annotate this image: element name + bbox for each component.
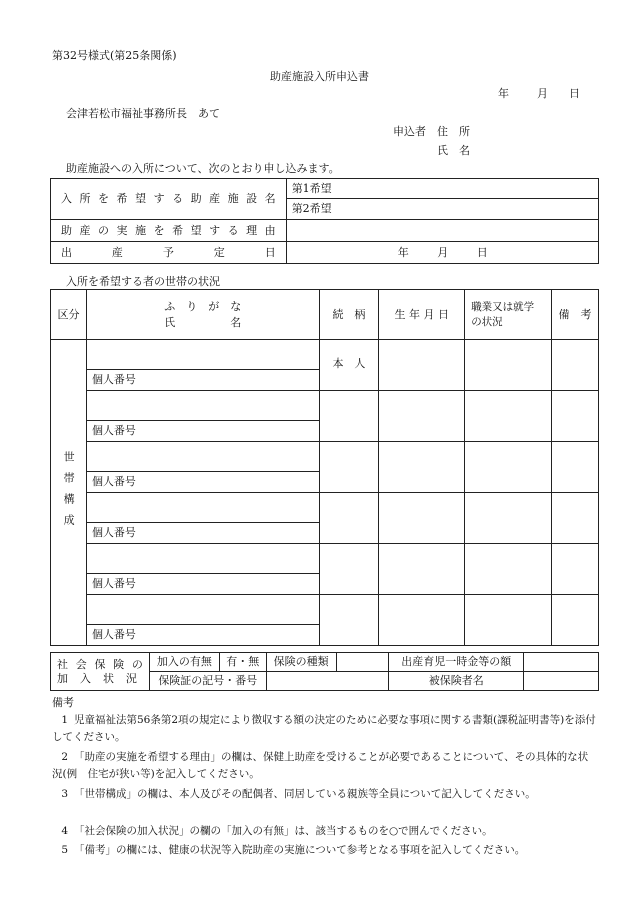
member-individual-number-field[interactable] [86, 421, 319, 442]
member-birth-field[interactable] [379, 493, 465, 544]
member-relation-field[interactable] [319, 442, 379, 493]
member-name-field[interactable] [86, 544, 319, 574]
due-label: 出 産 予 定 日 [61, 245, 276, 259]
col-job-header [465, 290, 552, 340]
facility-label: 入 所 を 希 望 す る 助 産 施 設 名 [61, 192, 276, 206]
applicant-address-label: 住 所 [437, 125, 470, 138]
choice1-label: 第1希望 [291, 181, 332, 195]
page-title: 助産施設入所申込書 [270, 70, 369, 83]
notes-heading: 備考 [52, 696, 74, 709]
member-job-field[interactable] [465, 595, 552, 646]
member-name-field[interactable] [86, 442, 319, 472]
date-year-label: 年 [498, 87, 509, 100]
individual-number-label: 個人番号 [91, 577, 136, 591]
member-notes-field[interactable] [552, 340, 599, 391]
member-name-field[interactable] [86, 493, 319, 523]
reason-label-cell [51, 220, 287, 242]
section-household [51, 340, 87, 646]
enrolled-label: 加入の有無 [149, 653, 219, 672]
member-individual-number-field[interactable] [86, 523, 319, 544]
member-individual-number-field[interactable] [86, 625, 319, 646]
form-number: 第32号様式(第25条関係) [52, 49, 177, 62]
member-relation-field[interactable] [319, 493, 379, 544]
member-notes-field[interactable] [552, 391, 599, 442]
member-name-field[interactable] [86, 391, 319, 421]
insured-name-field[interactable] [524, 672, 599, 691]
applicant-name-label: 氏 名 [437, 144, 470, 157]
insured-name-label: 被保険者名 [389, 672, 524, 691]
note-2: 2 「助産の実施を希望する理由」の欄は、保健上助産を受けることが必要であることについて、その具体的な状況(例 住宅が狭い等)を記入してください。 [52, 751, 589, 780]
facility-choice1-field[interactable] [286, 179, 598, 199]
col-name-header [86, 290, 319, 340]
relation-self: 本 人 [332, 357, 366, 370]
applicant-label: 申込者 [393, 125, 426, 138]
col-birth: 生 年 月 日 [379, 290, 465, 340]
intro-text: 助産施設への入所について、次のとおり申し込みます。 [66, 162, 340, 175]
insurance-type-field[interactable] [336, 653, 389, 672]
member-birth-field[interactable] [379, 391, 465, 442]
member-birth-field[interactable] [379, 544, 465, 595]
col-kubun: 区分 [51, 290, 87, 340]
individual-number-label: 個人番号 [91, 628, 136, 642]
member-individual-number-field[interactable] [86, 574, 319, 595]
insurance-type-label: 保険の種類 [266, 653, 336, 672]
due-day: 日 [476, 245, 488, 259]
member-job-field[interactable] [465, 493, 552, 544]
reason-field[interactable] [286, 220, 598, 242]
note-5: 5 「備考」の欄には、健康の状況等入院助産の実施について参考となる事項を記入してください。 [61, 844, 526, 856]
due-date-field[interactable] [286, 242, 598, 264]
enrolled-options[interactable]: 有・無 [219, 653, 266, 672]
col-furigana: ふ り が な [164, 299, 242, 313]
insurance-table [50, 652, 599, 691]
member-relation-field[interactable] [319, 340, 379, 391]
note-1: 1 児童福祉法第56条第2項の規定により徴収する額の決定のために必要な事項に関する書類(課税証明書等)を添付してください。 [52, 714, 596, 743]
individual-number-label: 個人番号 [91, 526, 136, 540]
individual-number-label: 個人番号 [91, 475, 136, 489]
col-job-2: の状況 [471, 315, 503, 328]
lumpsum-field[interactable] [524, 653, 599, 672]
member-individual-number-field[interactable] [86, 370, 319, 391]
col-name: 氏 名 [164, 315, 242, 329]
insurance-label-1: 社 会 保 険 の [57, 658, 143, 672]
due-year: 年 [397, 245, 409, 259]
member-birth-field[interactable] [379, 595, 465, 646]
member-notes-field[interactable] [552, 544, 599, 595]
date-day-label: 日 [569, 87, 580, 100]
lumpsum-label: 出産育児一時金等の額 [389, 653, 524, 672]
date-month-label: 月 [537, 87, 548, 100]
member-notes-field[interactable] [552, 442, 599, 493]
facility-label-cell [51, 179, 287, 220]
individual-number-label: 個人番号 [91, 424, 136, 438]
due-month: 月 [437, 245, 449, 259]
member-name-field[interactable] [86, 340, 319, 370]
member-relation-field[interactable] [319, 544, 379, 595]
member-birth-field[interactable] [379, 442, 465, 493]
member-relation-field[interactable] [319, 595, 379, 646]
col-relation: 続 柄 [319, 290, 379, 340]
col-job-1: 職業又は就学 [471, 300, 535, 313]
addressee: 会津若松市福祉事務所長 あて [66, 107, 220, 120]
col-notes: 備 考 [552, 290, 599, 340]
member-job-field[interactable] [465, 391, 552, 442]
member-job-field[interactable] [465, 442, 552, 493]
member-notes-field[interactable] [552, 493, 599, 544]
choice2-label: 第2希望 [291, 202, 332, 216]
note-3: 3 「世帯構成」の欄は、本人及びその配偶者、同居している親族等全員について記入してください。 [61, 788, 536, 800]
household-heading: 入所を希望する者の世帯の状況 [66, 275, 220, 288]
member-individual-number-field[interactable] [86, 472, 319, 493]
card-number-label: 保険証の記号・番号 [149, 672, 266, 691]
member-notes-field[interactable] [552, 595, 599, 646]
member-birth-field[interactable] [379, 340, 465, 391]
card-number-field[interactable] [266, 672, 389, 691]
household-table [50, 289, 599, 646]
insurance-label-cell [51, 653, 150, 691]
facility-choice2-field[interactable] [286, 199, 598, 220]
reason-label: 助 産 の 実 施 を 希 望 す る 理 由 [61, 223, 276, 237]
member-job-field[interactable] [465, 544, 552, 595]
member-relation-field[interactable] [319, 391, 379, 442]
due-label-cell [51, 242, 287, 264]
section-household-label: 世帯構成 [62, 450, 76, 535]
insurance-label-2: 加 入 状 況 [57, 671, 137, 685]
member-job-field[interactable] [465, 340, 552, 391]
facility-table [50, 178, 599, 264]
note-4: 4 「社会保険の加入状況」の欄の「加入の有無」は、該当するものを○で囲んでください。 [61, 825, 493, 837]
member-name-field[interactable] [86, 595, 319, 625]
individual-number-label: 個人番号 [91, 373, 136, 387]
